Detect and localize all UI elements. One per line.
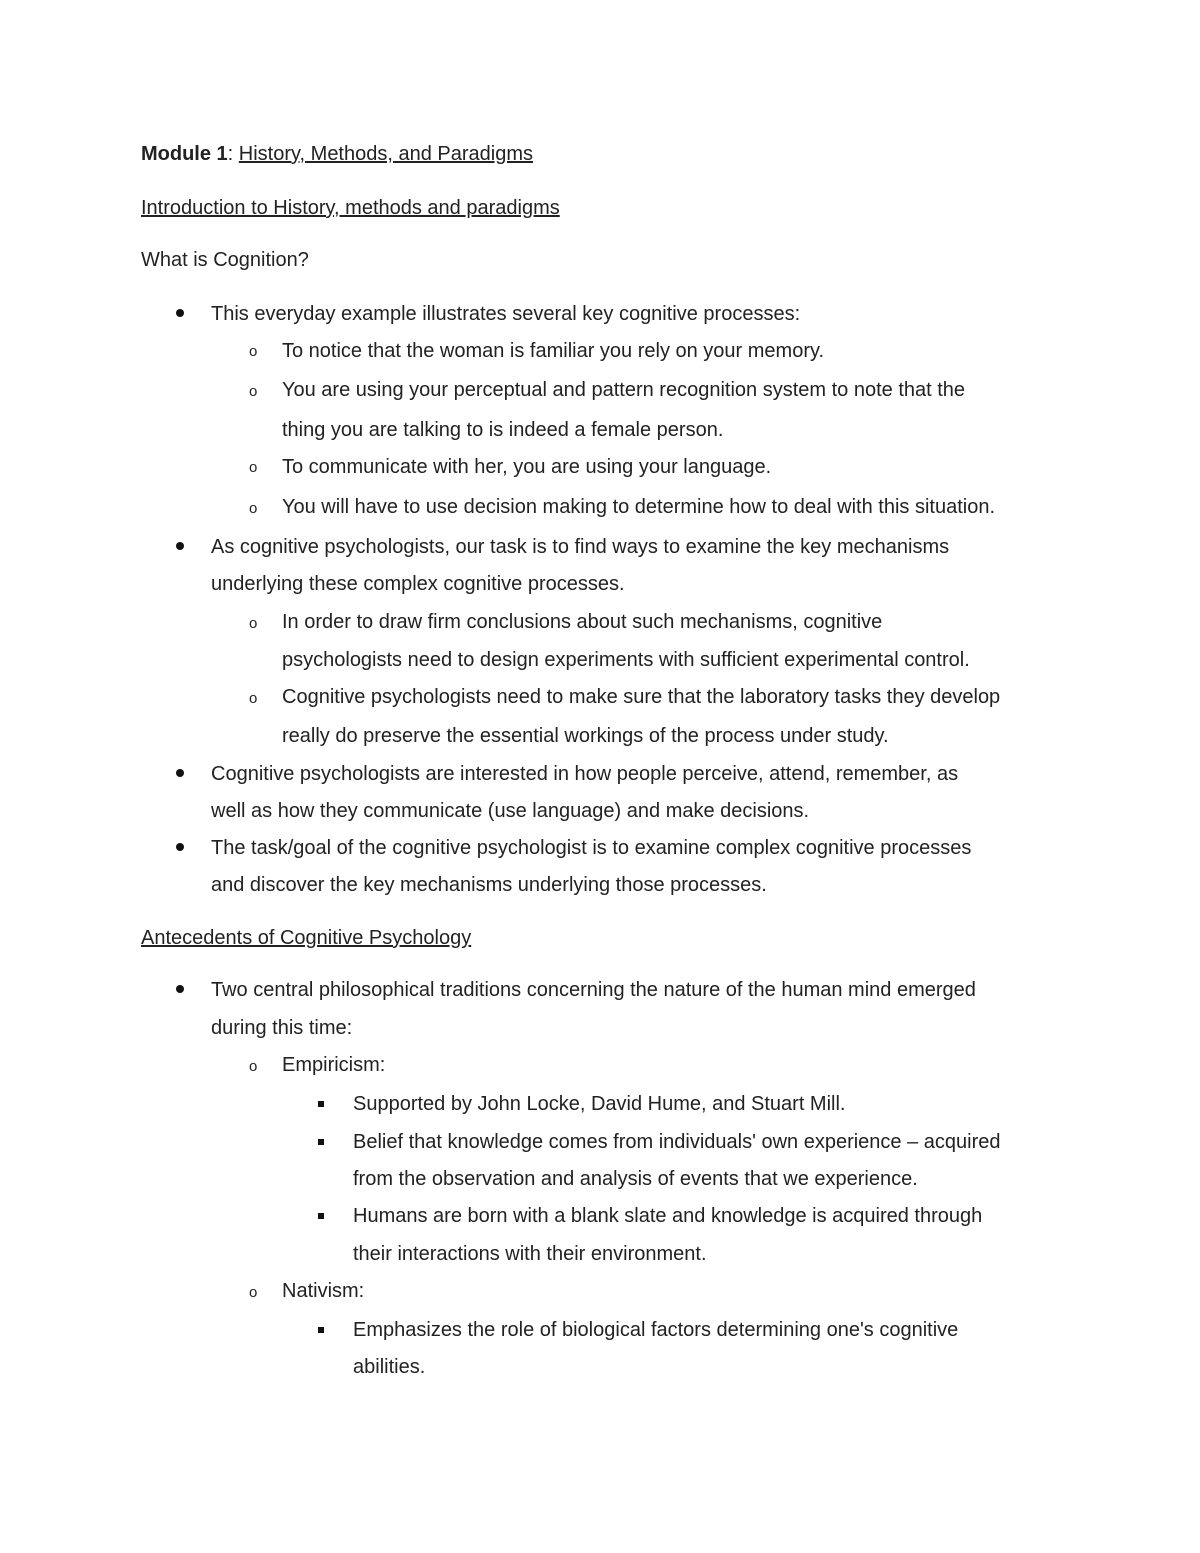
bullet-text: The task/goal of the cognitive psychologist is to examine complex cognitive processes [211,837,972,859]
sub-sub-bullet-text-cont: their interactions with their environment. [353,1243,707,1265]
sub-sub-bullet-text: Supported by John Locke, David Hume, and Stuart Mill. [353,1093,846,1115]
module-heading [141,142,533,166]
empiricism-label: Empiricism: [282,1054,386,1076]
bullet-square-icon [318,1213,324,1219]
bullet-disc-icon [176,309,184,317]
bullet-square-icon [318,1101,324,1107]
sub-bullet-text: To communicate with her, you are using your language. [282,456,772,478]
module-label: Module 1 [141,143,228,165]
bullet-circle-icon: o [249,459,258,476]
antecedents-heading: Antecedents of Cognitive Psychology [141,927,472,949]
bullet-text: As cognitive psychologists, our task is to find ways to examine the key mechanisms [211,536,950,558]
sub-bullet-text: You are using your perceptual and pattern recognition system to note that the [282,379,966,401]
sub-bullet-text-cont: thing you are talking to is indeed a female person. [282,419,724,441]
sub-bullet-text: You will have to use decision making to determine how to deal with this situation. [282,496,995,518]
bullet-circle-icon: o [249,1284,258,1301]
bullet-circle-icon: o [249,343,258,360]
bullet-circle-icon: o [249,690,258,707]
bullet-circle-icon: o [249,615,258,632]
sub-bullet-text: To notice that the woman is familiar you rely on your memory. [282,340,825,362]
sub-bullet-text: Cognitive psychologists need to make sure that the laboratory tasks they develop [282,686,1001,708]
bullet-text-cont: well as how they communicate (use language) and make decisions. [211,800,810,822]
sub-sub-bullet-text: Emphasizes the role of biological factors determining one's cognitive [353,1319,959,1341]
sub-sub-bullet-text: Humans are born with a blank slate and knowledge is acquired through [353,1205,983,1227]
nativism-label: Nativism: [282,1280,365,1302]
module-title: History, Methods, and Paradigms [238,143,533,165]
bullet-disc-icon [176,542,184,550]
bullet-circle-icon: o [249,1058,258,1075]
what-is-cognition-heading: What is Cognition? [141,249,309,271]
bullet-circle-icon: o [249,383,258,400]
intro-heading: Introduction to History, methods and paradigms [141,197,560,219]
sub-sub-bullet-text-cont: from the observation and analysis of events that we experience. [353,1168,918,1190]
bullet-text: Cognitive psychologists are interested in how people perceive, attend, remember, as [211,763,959,785]
bullet-circle-icon: o [249,500,258,517]
bullet-disc-icon [176,843,184,851]
bullet-square-icon [318,1327,324,1333]
bullet-text-cont: during this time: [211,1017,353,1039]
bullet-disc-icon [176,985,184,993]
sub-bullet-text: In order to draw firm conclusions about such mechanisms, cognitive [282,611,883,633]
bullet-square-icon [318,1139,324,1145]
bullet-disc-icon [176,769,184,777]
sub-sub-bullet-text: Belief that knowledge comes from individuals' own experience – acquired [353,1131,1001,1153]
sub-sub-bullet-text-cont: abilities. [353,1356,426,1378]
sub-bullet-text-cont: psychologists need to design experiments with sufficient experimental control. [282,649,970,671]
bullet-text-cont: and discover the key mechanisms underlying those processes. [211,874,767,896]
sub-bullet-text-cont: really do preserve the essential workings of the process under study. [282,725,889,747]
bullet-text-cont: underlying these complex cognitive processes. [211,573,625,595]
bullet-text: This everyday example illustrates several key cognitive processes: [211,303,801,325]
bullet-text: Two central philosophical traditions concerning the nature of the human mind emerged [211,979,976,1001]
module-colon: : [227,143,234,165]
